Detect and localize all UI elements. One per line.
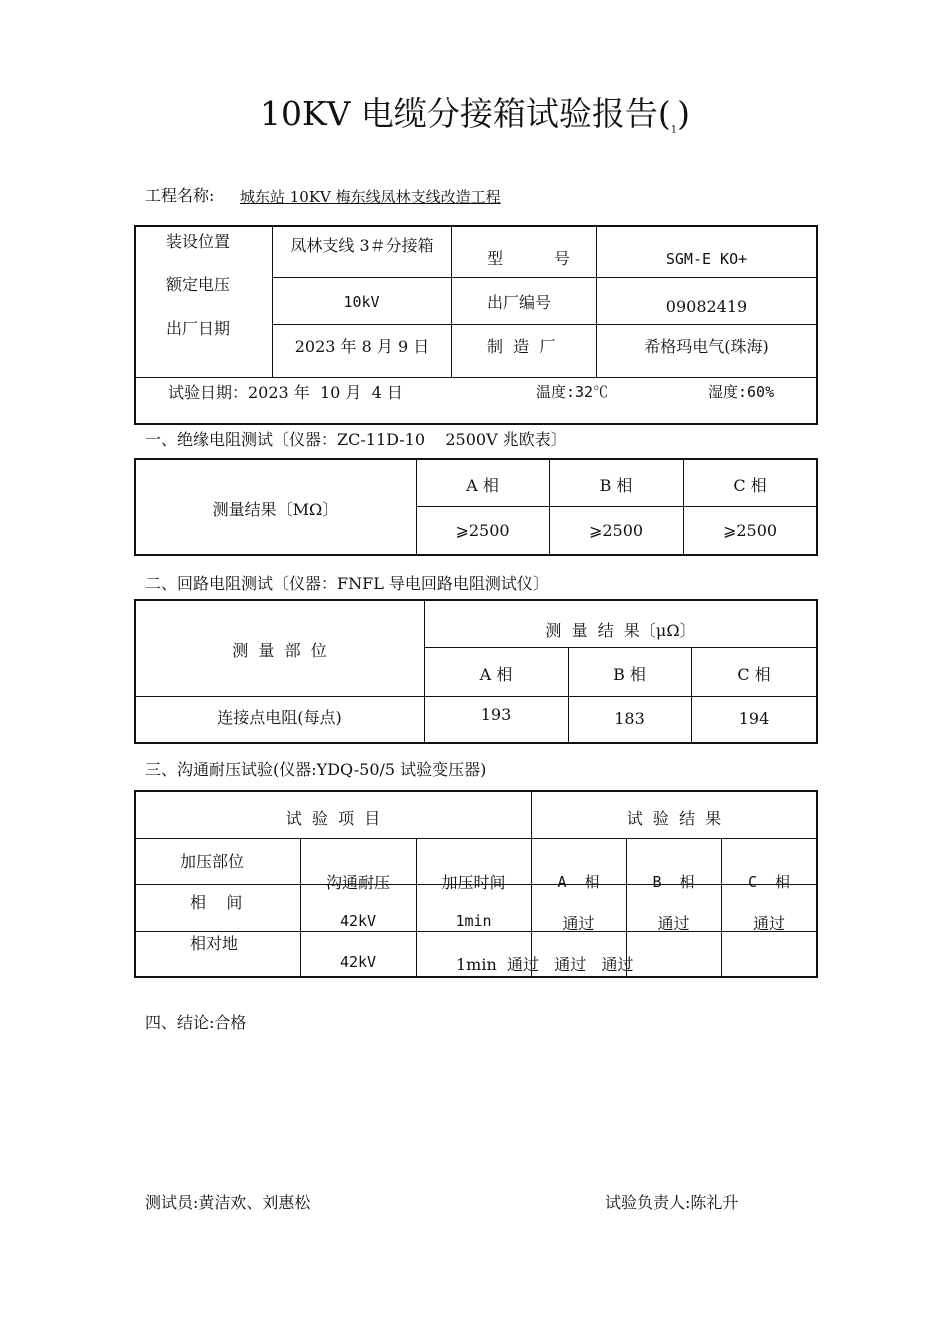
insulation-phase-a: A 相 — [466, 476, 499, 495]
humidity: 湿度:60% — [708, 383, 775, 401]
withstand-result-label: 试 验 结 果 — [626, 809, 722, 828]
manufacture-date-value: 2023 年 8 月 9 日 — [294, 337, 430, 356]
title-subscript: 1 — [670, 124, 678, 136]
withstand-row1-time: 1min — [455, 912, 492, 930]
insulation-value-a: ⩾2500 — [455, 521, 510, 540]
loop-value-a: 193 — [480, 705, 512, 724]
rated-voltage-label: 额定电压 — [166, 275, 231, 294]
insulation-phase-c: C 相 — [733, 476, 767, 495]
loop-row-label: 连接点电阻(每点) — [217, 708, 342, 727]
loop-part-label: 测 量 部 位 — [232, 641, 327, 660]
loop-phase-a: A 相 — [479, 665, 513, 684]
withstand-row1-voltage: 42kV — [339, 912, 377, 930]
model-label: 型 号 — [487, 249, 570, 268]
loop-value-b: 183 — [614, 709, 645, 728]
loop-result-label: 测 量 结 果〔μΩ〕 — [545, 621, 696, 640]
insulation-row-label: 测量结果〔MΩ〕 — [212, 500, 339, 519]
withstand-row2-part: 相对地 — [190, 934, 239, 953]
loop-value-c: 194 — [738, 709, 770, 728]
test-date: 试验日期：2023 年 10 月 4 日 — [168, 383, 403, 402]
project-label: 工程名称: — [145, 186, 215, 205]
testers: 测试员:黄洁欢、刘惠松 — [145, 1193, 311, 1212]
loop-heading: 二、回路电阻测试〔仪器：FNFL 导电回路电阻测试仪〕 — [145, 574, 549, 593]
withstand-col-time: 加压时间 — [441, 873, 506, 892]
loop-phase-c: C 相 — [737, 665, 771, 684]
insulation-heading: 一、绝缘电阻测试〔仪器：ZC-11D-10 2500V 兆欧表〕 — [145, 430, 567, 449]
loop-phase-b: B 相 — [613, 665, 646, 684]
test-supervisor: 试验负责人:陈礼升 — [605, 1193, 739, 1212]
manufacturer-value: 希格玛电气(珠海) — [644, 337, 769, 356]
withstand-row2-rest: 1min 通过 通过 通过 — [456, 955, 634, 974]
temperature: 温度:32℃ — [536, 383, 609, 401]
withstand-col-b: B 相 — [652, 873, 695, 891]
withstand-col-c: C 相 — [747, 873, 791, 891]
withstand-col-a: A 相 — [557, 873, 600, 891]
withstand-row2-voltage: 42kV — [339, 953, 377, 971]
insulation-phase-b: B 相 — [599, 476, 633, 495]
withstand-row1-result-a: 通过 — [562, 914, 595, 933]
withstand-row1-result-b: 通过 — [657, 914, 690, 933]
serial-number-value: 09082419 — [665, 297, 748, 316]
withstand-heading: 三、沟通耐压试验(仪器:YDQ-50/5 试验变压器) — [145, 760, 487, 779]
manufacture-date-label: 出厂日期 — [166, 319, 231, 338]
withstand-item-label: 试 验 项 目 — [285, 809, 381, 828]
serial-number-label: 出厂编号 — [487, 293, 552, 312]
project-value: 城东站 10KV 梅东线凤林支线改造工程 — [240, 188, 501, 206]
withstand-col-part: 加压部位 — [180, 852, 245, 871]
rated-voltage-value: 10kV — [343, 293, 380, 311]
install-location-value: 凤林支线 3＃分接箱 — [290, 236, 434, 255]
withstand-row1-part: 相 间 — [190, 893, 243, 912]
insulation-value-c: ⩾2500 — [722, 521, 778, 540]
manufacturer-label: 制 造 厂 — [487, 337, 556, 356]
withstand-row1-result-c: 通过 — [752, 914, 785, 933]
install-location-label: 装设位置 — [166, 232, 231, 251]
withstand-col-voltage: 沟通耐压 — [325, 873, 390, 892]
conclusion: 四、结论:合格 — [145, 1013, 247, 1032]
model-value: SGM-E KO+ — [665, 250, 748, 268]
report-title: 10KV 电缆分接箱试验报告$(_1)$ — [259, 94, 691, 136]
insulation-value-b: ⩾2500 — [588, 521, 644, 540]
